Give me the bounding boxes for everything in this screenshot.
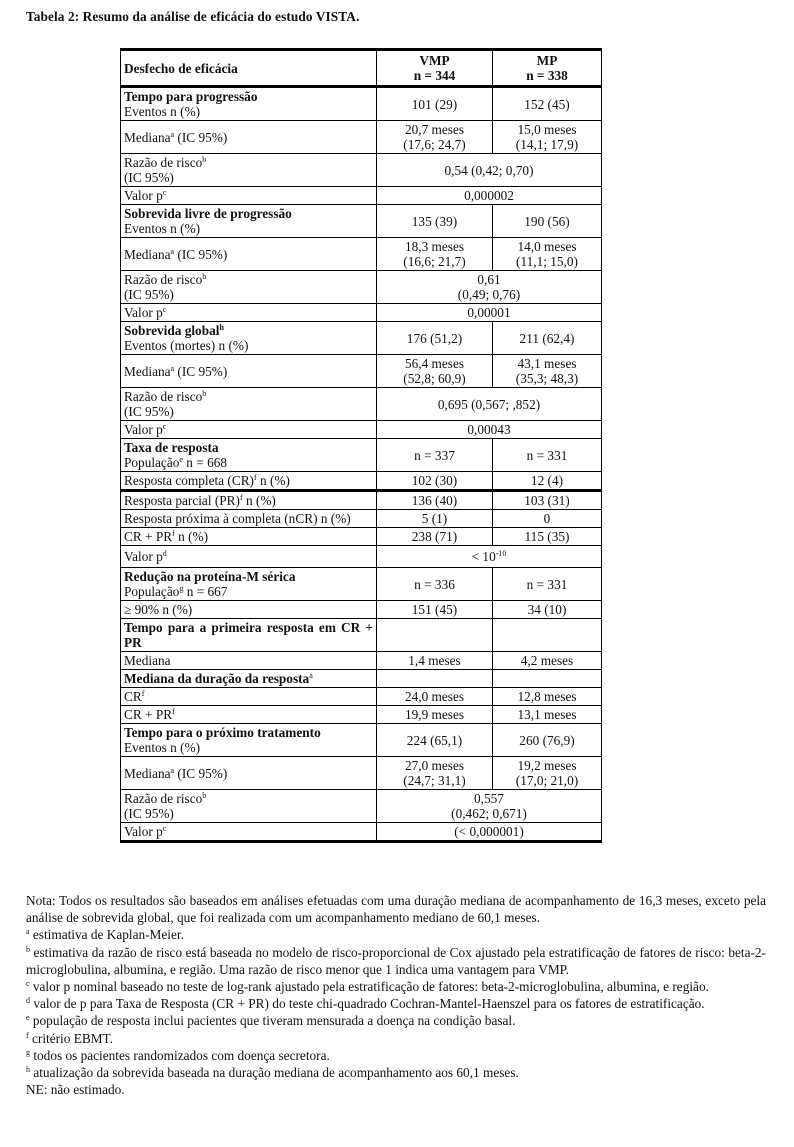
cell-merged: 0,54 (0,42; 0,70)	[377, 154, 602, 187]
cell-mp: n = 331	[493, 439, 602, 472]
row-label: CR + $PR^f$ n (%)	[121, 528, 377, 546]
row-label: $CR^f$	[121, 688, 377, 706]
row-label: Mediana$^a$ (IC 95%)	[121, 757, 377, 790]
row-label: Resposta parcial (PR)$^f$ n (%)	[121, 491, 377, 510]
header-mp-n: n = 338	[526, 68, 568, 83]
cell-vmp: 24,0 meses	[377, 688, 493, 706]
cell-mp: 15,0 meses (14,1; 17,9)	[493, 121, 602, 154]
section-title: Taxa de resposta	[124, 440, 219, 455]
cell-vmp: 27,0 meses (24,7; 31,1)	[377, 757, 493, 790]
footnote-h: $^h$ atualização da sobrevida baseada na duração mediana de acompanhamento aos 60,1 meses.	[26, 1065, 519, 1081]
row-label: Eventos n (%)	[124, 104, 201, 119]
header-vmp-n: n = 344	[413, 68, 456, 83]
table-row	[121, 205, 602, 238]
footnote-d: $^d$ valor de p para Taxa de Resposta (CR + PR) do teste chi-quadrado Cochran-Mantel-Haenszel para os fatores de estratificação.	[26, 996, 705, 1012]
table-row	[121, 154, 602, 187]
row-label: Razão de risco$^b$ (IC 95%)	[121, 271, 377, 304]
section-title: Tempo para a primeira resposta em CR + PR	[121, 619, 377, 652]
footnote-f: $^f$ critério EBMT.	[26, 1030, 113, 1046]
cell-vmp: 19,9 meses	[377, 706, 493, 724]
cell-vmp: 151 (45)	[377, 601, 493, 619]
row-label: Mediana$^a$ (IC 95%)	[121, 355, 377, 388]
footnote-main: Nota: Todos os resultados são baseados em análises efetuadas com uma duração mediana de acompanhamento de 16,3 meses, exceto pela análise de sobrevida global, que foi realizada com um acompanhamento mediano de 60,1 meses.	[26, 893, 766, 926]
header-vmp	[377, 50, 493, 87]
cell-mp: 211 (62,4)	[493, 322, 602, 355]
row-label: Razão de risco$^b$ (IC 95%)	[121, 388, 377, 421]
table-row	[121, 706, 602, 724]
cell-vmp: 102 (30)	[377, 472, 493, 491]
cell-mp: 43,1 meses (35,3; 48,3)	[493, 355, 602, 388]
row-label: Valor $p^d$	[121, 546, 377, 568]
table-row	[121, 271, 602, 304]
table-row	[121, 652, 602, 670]
section-title: Mediana da duração da resposta	[124, 671, 310, 686]
cell-vmp: 135 (39)	[377, 205, 493, 238]
row-label: Valor $p^c$	[121, 421, 377, 439]
table-row	[121, 187, 602, 205]
table-row: Sobrevida global$^h$ Eventos (mortes) n (%) 176 (51,2) 211 (62,4)	[121, 322, 602, 355]
section-title: Redução na proteína-M sérica	[124, 569, 296, 584]
table-row	[121, 601, 602, 619]
cell-vmp: 56,4 meses (52,8; 60,9)	[377, 355, 493, 388]
table-row: Mediana da duração da resposta$^a$	[121, 670, 602, 688]
cell-merged: 0,000002	[377, 187, 602, 205]
cell-vmp: 136 (40)	[377, 491, 493, 510]
table-row	[121, 472, 602, 491]
cell-vmp: 18,3 meses (16,6; 21,7)	[377, 238, 493, 271]
table-row	[121, 688, 602, 706]
cell-mp: 115 (35)	[493, 528, 602, 546]
table-row	[121, 528, 602, 546]
cell-merged: 0,61 (0,49; 0,76)	[377, 271, 602, 304]
table-row	[121, 304, 602, 322]
row-label: Mediana$^a$ (IC 95%)	[121, 121, 377, 154]
row-label: CR + $PR^f$	[121, 706, 377, 724]
cell-mp: 34 (10)	[493, 601, 602, 619]
cell-vmp: n = 336	[377, 568, 493, 601]
footnote-b: $^b$ estimativa da razão de risco está baseada no modelo de risco-proporcional de Cox ajustado pela estratificação de fatores de risco: beta-2-microglobulina, albumina, e região. Uma razão de risco menor que 1 indica uma vantagem para VMP.	[26, 944, 766, 977]
cell-merged: < $10^{-10}$	[377, 546, 602, 568]
table-row	[121, 388, 602, 421]
footnote-c: $^c$ valor p nominal baseado no teste de log-rank ajustado pela estratificação de fatores: beta-2-microglobulina, albumina, e região.	[26, 979, 709, 995]
section-title: Tempo para progressão	[124, 89, 258, 104]
row-label: ≥ 90% n (%)	[121, 601, 377, 619]
cell-mp: 14,0 meses (11,1; 15,0)	[493, 238, 602, 271]
row-label: Eventos n (%)	[124, 740, 201, 755]
footnote-ne: NE: não estimado.	[26, 1082, 125, 1098]
table-row	[121, 87, 602, 121]
row-label: População$^e$ n = 668	[124, 455, 228, 470]
table-row	[121, 619, 602, 652]
row-label: Eventos n (%)	[124, 221, 201, 236]
row-label: População$^g$ n = 667	[124, 584, 228, 599]
table-row	[121, 121, 602, 154]
table-row	[121, 823, 602, 842]
table-row	[121, 757, 602, 790]
table-row	[121, 238, 602, 271]
section-title: Tempo para o próximo tratamento	[124, 725, 321, 740]
footnotes	[26, 892, 766, 1098]
cell-mp: n = 331	[493, 568, 602, 601]
row-label: Mediana	[121, 652, 377, 670]
cell-vmp: n = 337	[377, 439, 493, 472]
cell-mp: 19,2 meses (17,0; 21,0)	[493, 757, 602, 790]
table-row	[121, 421, 602, 439]
table-row	[121, 568, 602, 601]
footnote-e: $^e$ população de resposta inclui pacientes que tiveram mensurada a doença na condição basal.	[26, 1013, 516, 1029]
cell-mp: 12,8 meses	[493, 688, 602, 706]
footnote-a: $^a$ estimativa de Kaplan-Meier.	[26, 927, 184, 943]
row-label: Mediana$^a$ (IC 95%)	[121, 238, 377, 271]
header-mp-name: MP	[536, 53, 558, 68]
cell-vmp: 1,4 meses	[377, 652, 493, 670]
cell-merged: 0,695 (0,567; ,852)	[377, 388, 602, 421]
cell-mp: 190 (56)	[493, 205, 602, 238]
cell-vmp: 20,7 meses (17,6; 24,7)	[377, 121, 493, 154]
table-row	[121, 790, 602, 823]
table-row	[121, 546, 602, 568]
table-row	[121, 491, 602, 510]
row-label: Valor $p^c$	[121, 823, 377, 842]
cell-merged: 0,557 (0,462; 0,671)	[377, 790, 602, 823]
row-label: Resposta completa (CR)$^f$ n (%)	[121, 472, 377, 491]
table-row	[121, 510, 602, 528]
header-outcome: Desfecho de eficácia	[121, 50, 377, 87]
table-row	[121, 355, 602, 388]
cell-vmp: 5 (1)	[377, 510, 493, 528]
header-mp	[493, 50, 602, 87]
section-title: Sobrevida livre de progressão	[124, 206, 292, 221]
cell-mp: 152 (45)	[493, 87, 602, 121]
cell-mp: 0	[493, 510, 602, 528]
section-title: Sobrevida global	[124, 323, 220, 338]
cell-merged: (< 0,000001)	[377, 823, 602, 842]
cell-merged: 0,00043	[377, 421, 602, 439]
table-row	[121, 724, 602, 757]
row-label: Eventos (mortes) n (%)	[124, 338, 249, 353]
cell-vmp: 101 (29)	[377, 87, 493, 121]
cell-vmp: 224 (65,1)	[377, 724, 493, 757]
cell-merged: 0,00001	[377, 304, 602, 322]
cell-mp: 260 (76,9)	[493, 724, 602, 757]
header-vmp-name: VMP	[419, 53, 450, 68]
cell-vmp: 176 (51,2)	[377, 322, 493, 355]
cell-mp: 13,1 meses	[493, 706, 602, 724]
cell-mp: 4,2 meses	[493, 652, 602, 670]
table-header-row	[121, 50, 602, 87]
cell-vmp: 238 (71)	[377, 528, 493, 546]
cell-mp: 103 (31)	[493, 491, 602, 510]
efficacy-table	[120, 48, 602, 843]
row-label: Razão de risco$^b$ (IC 95%)	[121, 790, 377, 823]
footnote-g: $^g$ todos os pacientes randomizados com doença secretora.	[26, 1047, 330, 1063]
cell-mp: 12 (4)	[493, 472, 602, 491]
row-label: Valor $p^c$	[121, 187, 377, 205]
row-label: Razão de risco$^b$ (IC 95%)	[121, 154, 377, 187]
row-label: Resposta próxima à completa (nCR) n (%)	[121, 510, 377, 528]
table-row	[121, 439, 602, 472]
table-caption: Tabela 2: Resumo da análise de eficácia do estudo VISTA.	[26, 9, 360, 24]
row-label: Valor $p^c$	[121, 304, 377, 322]
